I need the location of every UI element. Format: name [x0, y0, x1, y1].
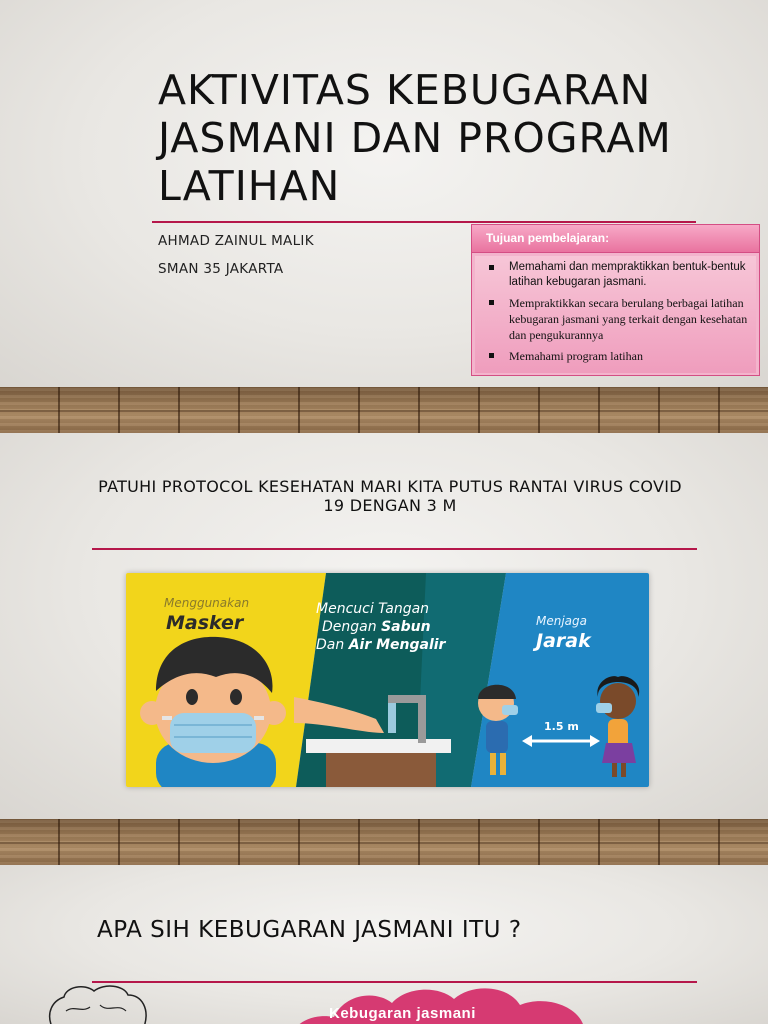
heading-divider — [92, 548, 697, 550]
objectives-heading: Tujuan pembelajaran: — [472, 225, 759, 253]
banner-mask-title: Masker — [166, 612, 244, 634]
banner-wash-line2: Dengan Sabun — [322, 619, 431, 635]
banner-distance-label: 1.5 m — [544, 720, 579, 733]
brain-doodle-icon — [44, 983, 154, 1024]
banner-distance-title: Jarak — [536, 630, 591, 652]
author-name: AHMAD ZAINUL MALIK — [158, 233, 314, 249]
slide-heading: APA SIH KEBUGARAN JASMANI ITU ? — [97, 917, 522, 943]
banner-wash-line1: Mencuci Tangan — [316, 601, 430, 617]
objectives-list — [489, 260, 750, 364]
slide-heading: PATUHI PROTOCOL KESEHATAN MARI KITA PUTUS RANTAI VIRUS COVID 19 DENGAN 3 M — [98, 477, 682, 515]
objectives-body — [475, 256, 756, 373]
title-divider — [152, 221, 696, 223]
objective-item: Mempraktikkan secara berulang berbagai latihan kebugaran jasmani yang terkait dengan kesehatan dan pengukurannya — [489, 295, 750, 343]
school-name: SMAN 35 JAKARTA — [158, 261, 284, 277]
objective-item: Memahami program latihan — [489, 348, 750, 364]
wood-floor-divider — [0, 819, 768, 865]
banner-distance-caption: Menjaga — [536, 614, 587, 628]
slide-3 — [0, 865, 768, 1024]
banner-mask-caption: Menggunakan — [164, 596, 250, 610]
learning-objectives-box — [471, 224, 760, 376]
wood-floor-divider — [0, 387, 768, 433]
concept-cloud-label: Kebugaran jasmani — [329, 1005, 476, 1022]
slide-1 — [0, 0, 768, 387]
banner-wash-line3: Dan Air Mengalir — [316, 637, 446, 653]
objective-item: Memahami dan mempraktikkan bentuk-bentuk latihan kebugaran jasmani. — [489, 260, 750, 290]
slide-2 — [0, 433, 768, 819]
3m-protocol-banner — [126, 573, 649, 787]
slide-title: AKTIVITAS KEBUGARAN JASMANI DAN PROGRAM LATIHAN — [158, 66, 672, 210]
